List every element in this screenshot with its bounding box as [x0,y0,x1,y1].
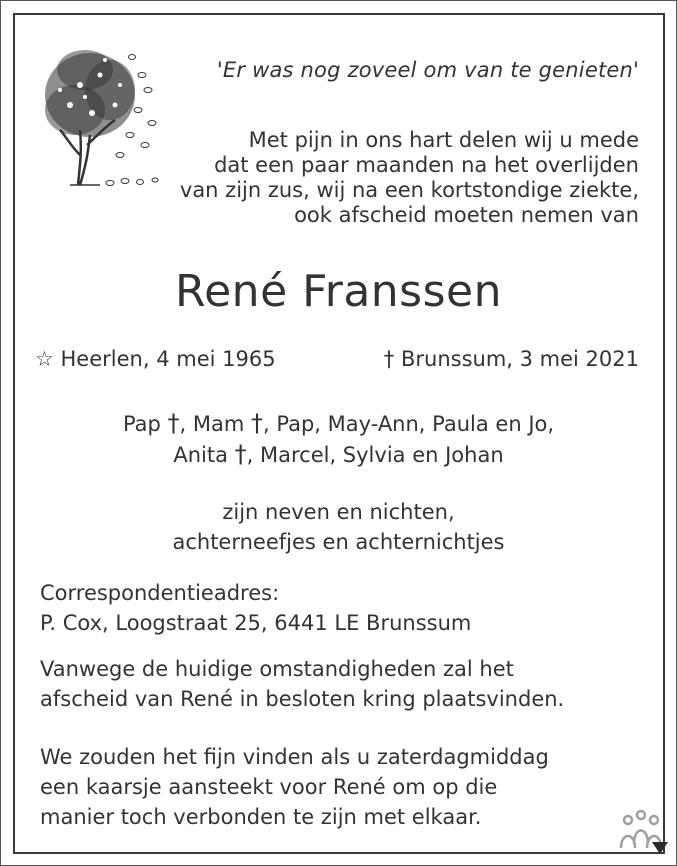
notice-line: Vanwege de huidige omstandigheden zal het [40,657,514,681]
birth-info [35,347,276,371]
family-text: , Mam [179,412,252,436]
request-line: We zouden het fijn vinden als u zaterdagmiddag [40,745,549,769]
request-line: een kaarsje aansteekt voor René om op die [40,775,498,799]
address-value: P. Cox, Loogstraat 25, 6441 LE Brunssum [40,611,472,635]
intro-line: van zijn zus, wij na een kortstondige ziekte, [179,178,639,202]
cross-icon: † [167,409,180,437]
intro-line: ook afscheid moeten nemen van [294,203,639,227]
cross-icon: † [251,409,264,437]
family-line [0,408,677,439]
death-text: Brunssum, 3 mei 2021 [400,347,639,371]
intro-line: Met pijn in ons hart delen wij u mede [248,128,639,152]
relatives-line: zijn neven en nichten, [222,500,455,524]
family-text: , Marcel, Sylvia en Johan [246,443,504,467]
cross-icon: † [234,440,247,468]
relatives-line: achterneefjes en achternichtjes [172,530,505,554]
ceremony-notice [40,654,564,714]
birth-text: Heerlen, 4 mei 1965 [60,347,276,371]
cross-icon: † [383,347,395,371]
tree-illustration-icon [30,35,170,190]
family-text: Anita [173,443,235,467]
candle-request [40,742,549,832]
relatives-list [0,497,677,557]
star-icon: ☆ [35,347,54,371]
correspondence-address [40,578,471,638]
family-list [0,408,677,470]
death-info [384,347,639,371]
request-line: manier toch verbonden te zijn met elkaar. [40,805,482,829]
family-text: Pap [122,412,168,436]
notice-line: afscheid van René in besloten kring plaatsvinden. [40,687,565,711]
deceased-name: René Franssen [175,266,502,317]
intro-line: dat een paar maanden na het overlijden [214,153,639,177]
triangle-down-icon[interactable] [652,842,668,854]
intro-text [180,128,639,228]
family-line [0,439,677,470]
family-text: , Pap, May-Ann, Paula en Jo, [263,412,555,436]
address-label: Correspondentieadres: [40,581,280,605]
motto-quote: 'Er was nog zoveel om van te genieten' [216,58,639,82]
